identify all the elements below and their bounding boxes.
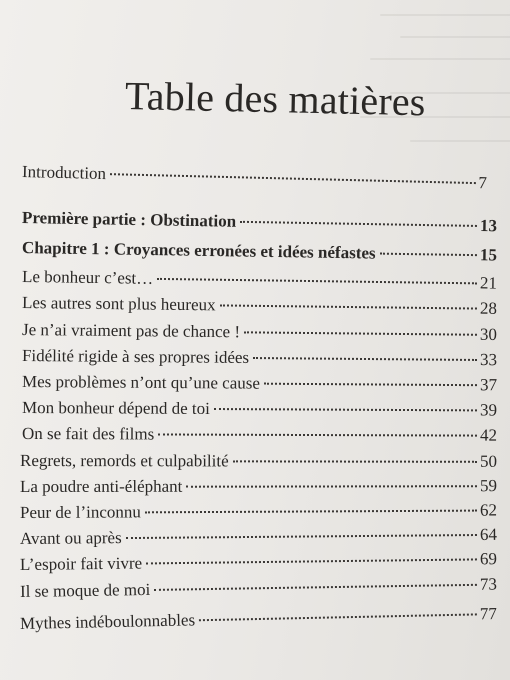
toc-leader-dots <box>157 278 477 284</box>
toc-entry-page: 59 <box>479 476 498 496</box>
toc-entry <box>22 424 497 448</box>
toc-leader-dots <box>233 460 477 462</box>
toc-entry-label: On se fait des films <box>21 424 155 444</box>
toc-entry-label: Fidélité rigide à ses propres idées <box>21 346 250 367</box>
toc-entry-label: Chapitre 1 : Croyances erronées et idées néfastes <box>21 238 376 263</box>
toc-entry <box>20 575 497 604</box>
toc-entry-page: 69 <box>479 549 498 569</box>
toc-entry-page: 73 <box>479 574 498 594</box>
toc-entry-label: Il se moque de moi <box>19 579 151 601</box>
page-title: Table des matières <box>124 73 427 125</box>
toc-leader-dots <box>126 534 477 539</box>
toc-entry-page: 50 <box>479 451 498 471</box>
toc-entry-label: Je n’ai vraiment pas de chance ! <box>21 320 241 342</box>
toc-entry-page: 15 <box>479 245 498 265</box>
toc-entry <box>20 604 497 636</box>
toc-entry-page: 37 <box>479 375 498 395</box>
toc-entry-page: 39 <box>479 400 498 420</box>
toc-entry <box>22 267 497 296</box>
toc-leader-dots <box>253 357 477 361</box>
toc-entry <box>22 320 497 347</box>
toc-entry-page: 21 <box>479 273 498 293</box>
toc-entry-label: Peur de l’inconnu <box>19 502 141 522</box>
toc-entry <box>22 346 497 372</box>
toc-entry-label: Avant ou après <box>19 528 122 548</box>
toc-entry-page: 42 <box>479 425 498 445</box>
toc-entry-page: 7 <box>478 173 488 193</box>
toc-entry-chapter-one <box>22 238 497 267</box>
toc-entry-page: 33 <box>479 349 498 370</box>
toc-entry-page: 62 <box>479 500 498 520</box>
toc-entry <box>20 451 497 474</box>
toc-entry <box>20 476 497 499</box>
toc-leader-dots <box>146 558 477 564</box>
toc-leader-dots <box>380 253 477 257</box>
toc-entry-page: 77 <box>479 604 498 624</box>
toc-entry-label: Le bonheur c’est… <box>21 267 154 288</box>
toc-entry-label: L’espoir fait vivre <box>19 553 143 574</box>
toc-leader-dots <box>199 613 477 621</box>
toc-entry-label: Première partie : Obstination <box>21 208 237 231</box>
toc-leader-dots <box>214 408 477 411</box>
toc-leader-dots <box>154 584 477 591</box>
toc-entry <box>22 293 497 321</box>
toc-entry <box>22 372 497 397</box>
toc-entry-label: Mon bonheur dépend de toi <box>21 398 210 418</box>
toc-entry-label: Les autres sont plus heureux <box>21 293 216 315</box>
toc-leader-dots <box>186 485 477 488</box>
toc-leader-dots <box>110 173 475 184</box>
toc-entry <box>20 501 497 525</box>
toc-leader-dots <box>145 510 477 514</box>
toc-entry-label: Regrets, remords et culpabilité <box>19 451 229 471</box>
toc-leader-dots <box>240 221 477 227</box>
toc-entry <box>20 525 497 551</box>
toc-entry-label: Mes problèmes n’ont qu’une cause <box>21 372 261 393</box>
toc-entry-label: Introduction <box>21 162 107 184</box>
toc-entry-introduction <box>22 162 487 195</box>
toc-leader-dots <box>158 433 477 436</box>
toc-entry <box>20 549 497 577</box>
toc-entry-page: 13 <box>479 215 498 236</box>
toc-leader-dots <box>220 304 477 309</box>
toc-leader-dots <box>264 383 477 386</box>
toc-entry-label: La poudre anti-éléphant <box>19 476 183 496</box>
toc-entry-page: 64 <box>479 524 498 544</box>
toc-leader-dots <box>244 331 477 335</box>
toc-entry-page: 28 <box>479 298 498 318</box>
toc-entry-part-one <box>22 208 497 238</box>
toc-entry-page: 30 <box>479 324 498 344</box>
toc-entry-label: Mythes indéboulonnables <box>19 610 196 633</box>
toc-entry <box>22 398 497 422</box>
